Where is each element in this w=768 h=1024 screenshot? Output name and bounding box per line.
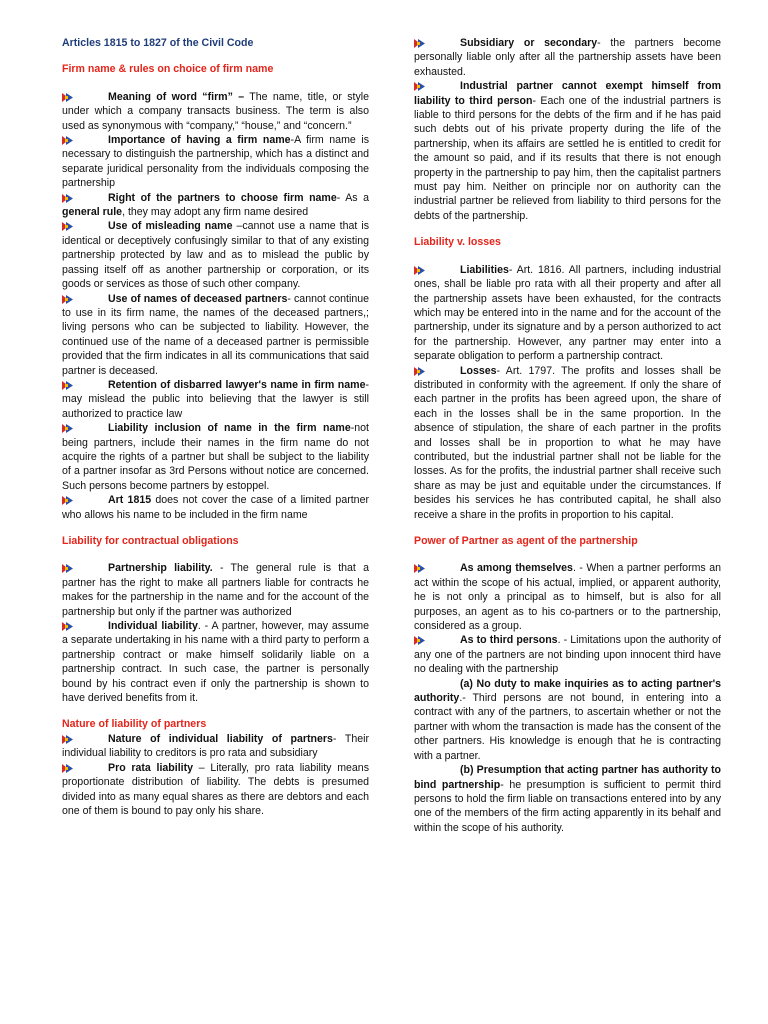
sub-item-no-duty-to-inquire: (a) No duty to make inquiries as to acting partner's authority.- Third persons are not bound, in entering into a contract with any of the partners, to ascertain whether or not the partner with whom the transaction is made has the consent of the other partners. His knowledge is enough that he is contracting with a partner. [414, 677, 721, 762]
list-item-individual-liability: Individual liability. - A partner, however, may assume a separate undertaking in his name with a third party to perform a partnership contract or make himself solidarily liable on a partnership contract. In such case, the partner is personally bound by his contract even if only the partnership is shown to have derived benefits from it. [62, 620, 369, 705]
list-item-partnership-liability: Partnership liability. - The general rule is that a partner has the right to make all partners liable for contracts he makes for the partnership in the name and for the account of the partnership but only if the partner was authorized [62, 562, 369, 618]
section-title-firm-name: Firm name & rules on choice of firm name [62, 63, 274, 76]
bullet-icon [62, 622, 73, 631]
sub-item-presumption-of-authority: (b) Presumption that acting partner has authority to bind partnership- he presumption is sufficient to permit third persons to hold the firm liable on transactions entered into by any one of the members of the firm acting apparently in its behalf and within the scope of his authority. [414, 764, 722, 834]
bullet-icon [62, 295, 73, 304]
list-item-importance-firm-name: Importance of having a firm name-A firm name is necessary to distinguish the partnership, which has a distinct and separate juridical personality from the individuals composing the partnership [62, 134, 369, 190]
list-item-liabilities: Liabilities- Art. 1816. All partners, including industrial ones, shall be liable pro rata with all their property and after all the partnership assets have been exhausted, for the contracts which may be entered into in the name and for the account of the partnership, under its signature and by a person authorized to act for the partnership. However, any partner may enter into a separate obligation to perform a partnership contract. [414, 263, 721, 363]
list-item-subsidiary: Subsidiary or secondary- the partners become personally liable only after all the partnership assets have been exhausted. [414, 37, 722, 78]
bullet-icon [62, 194, 73, 203]
bullet-icon [414, 39, 425, 48]
list-item-art-1815: Art 1815 does not cover the case of a limited partner who allows his name to be included in the firm name [62, 494, 369, 521]
list-item-deceased-partners: Use of names of deceased partners- cannot continue to use in its firm name, the names of the deceased partners,; living persons who can be subjected to liability. However, the continued use of the name of a deceased partner is permissible provided that the firm indicates in all its communications that said partner is deceased. [62, 292, 369, 377]
bullet-icon [414, 636, 425, 645]
list-item-nature-individual-liability: Nature of individual liability of partners- Their individual liability to creditors is pro rata and subsidiary [62, 732, 369, 760]
bullet-icon [414, 564, 425, 573]
bullet-icon [414, 82, 425, 91]
list-item-pro-rata-liability: Pro rata liability – Literally, pro rata liability means proportionate distribution of liability. The debts is presumed divided into as many equal shares as there are debtors and each one of them is bound to pay only his share. [62, 761, 369, 817]
left-column [62, 36, 369, 818]
list-item-disbarred-lawyer: Retention of disbarred lawyer's name in firm name-may mislead the public into believing that the lawyer is still authorized to practice law [62, 378, 369, 420]
bullet-icon [62, 735, 73, 744]
bullet-icon [62, 424, 73, 433]
bullet-icon [62, 381, 73, 390]
list-item-misleading-name: Use of misleading name –cannot use a name that is identical or deceptively confusingly similar to that of any existing partnership protected by law and as to mislead the public by passing itself off as another partnership or corporation, or its goods or services as those of such other company. [62, 220, 369, 291]
section-title-liability-v-losses: Liability v. losses [414, 236, 501, 249]
document-heading: Articles 1815 to 1827 of the Civil Code [62, 37, 254, 49]
list-item-liability-inclusion: Liability inclusion of name in the firm name-not being partners, include their names in the firm name do not acquire the rights of a partner but shall be subject to the liability of a partner insofar as 3rd Persons without notice are concerned. Such persons become partners by estoppel. [62, 422, 369, 492]
section-title-nature-of-liability: Nature of liability of partners [62, 718, 207, 731]
list-item-among-themselves: As among themselves. - When a partner performs an act within the scope of his actual, implied, or apparent authority, he is not only a principal as to himself, but is also for all purposes, an agent as to his co-partners or to the partnership, considered as a group. [414, 562, 721, 633]
bullet-icon [62, 764, 73, 773]
bullet-icon [62, 136, 73, 145]
bullet-icon [62, 93, 73, 102]
list-item-industrial-partner: Industrial partner cannot exempt himself from liability to third person- Each one of the industrial partners is liable to third persons for the debts of the firm and if he has paid such debts out of his private property during the life of the partnership, when its affairs are settled he is entitled to credit for the amount so paid, and if its results that there is not enough property in the partnership to pay him, then the capitalist partners must pay him. Neither on principle nor on authority can the industrial partner be relieved from liability to third persons for the debts of the partnership. [414, 80, 721, 222]
list-item-third-persons: As to third persons. - Limitations upon the authority of any one of the partners are not binding upon innocent third have no dealing with the partnership [414, 634, 722, 676]
section-title-power-of-partner: Power of Partner as agent of the partnership [414, 535, 638, 547]
bullet-icon [62, 222, 73, 231]
bullet-icon [62, 564, 73, 573]
section-title-contractual-obligations: Liability for contractual obligations [62, 535, 239, 547]
list-item-right-to-choose: Right of the partners to choose firm name- As a general rule, they may adopt any firm name desired [62, 191, 369, 219]
bullet-icon [62, 496, 73, 505]
right-column [414, 36, 721, 835]
bullet-icon [414, 367, 425, 376]
list-item-meaning-of-firm: Meaning of word “firm” – The name, title, or style under which a company transacts business. The term is also used as synonymous with “company,” “house,” and “concern.” [62, 90, 369, 132]
bullet-icon [414, 266, 425, 275]
list-item-losses: Losses- Art. 1797. The profits and losses shall be distributed in conformity with the agreement. If only the share of each partner in the profits has been agreed upon, the share of each in the losses shall be in the same proportion. In the absence of stipulation, the share of each partner in the profits and losses shall be in proportion to what he may have contributed, but the industrial partner shall not be liable for the losses. As for the profits, the industrial partner shall receive such share as may be just and equitable under the circumstances. If besides his services he has contributed capital, he shall also receive a share in the profits in proportion to his capital. [414, 364, 721, 521]
